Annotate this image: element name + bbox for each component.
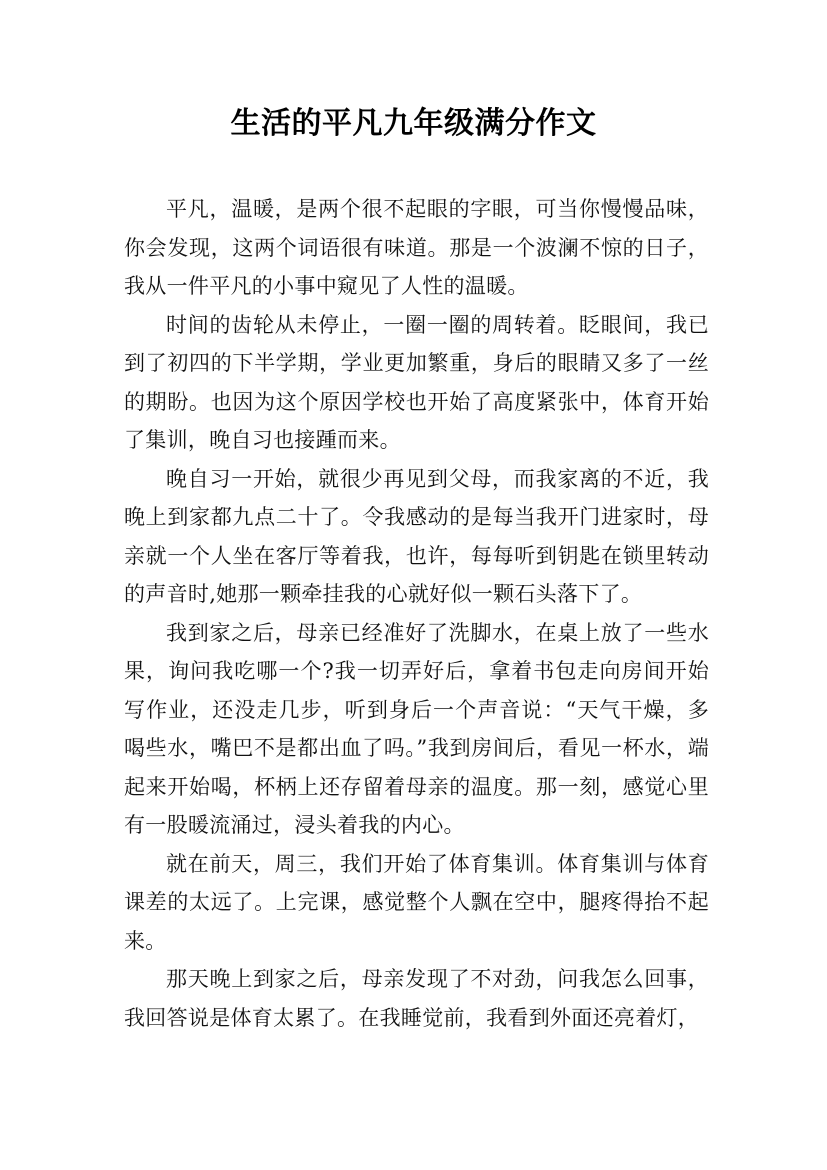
paragraph: 就在前天，周三，我们开始了体育集训。体育集训与体育课差的太远了。上完课，感觉整个人飘在空中，腿疼得抬不起来。 (124, 851, 709, 953)
paragraph: 我到家之后，母亲已经准好了洗脚水，在桌上放了一些水果，询问我吃哪一个?我一切弄好后，拿着书包走向房间开始写作业，还没走几步，听到身后一个声音说：“天气干燥，多喝些水，嘴巴不是都出血了吗。”我到房间后，看见一杯水，端起来开始喝，杯柄上还存留着母亲的温度。那一刻，感觉心里有一股暖流涌过，浸头着我的内心。 (124, 620, 709, 837)
document-body (124, 190, 709, 1037)
paragraph: 平凡，温暖，是两个很不起眼的字眼，可当你慢慢品味，你会发现，这两个词语很有味道。那是一个波澜不惊的日子，我从一件平凡的小事中窥见了人性的温暖。 (124, 197, 709, 298)
paragraph: 晚自习一开始，就很少再见到父母，而我家离的不近，我晚上到家都九点二十了。令我感动的是每当我开门进家时，母亲就一个人坐在客厅等着我，也许，每每听到钥匙在锁里转动的声音时,她那一颗牵挂我的心就好似一颗石头落下了。 (124, 466, 709, 606)
paragraph: 时间的齿轮从未停止，一圈一圈的周转着。眨眼间，我已到了初四的下半学期，学业更加繁重，身后的眼睛又多了一丝的期盼。也因为这个原因学校也开始了高度紧张中，体育开始了集训，晚自习也接踵而来。 (124, 312, 709, 452)
paragraph: 那天晚上到家之后，母亲发现了不对劲，问我怎么回事，我回答说是体育太累了。在我睡觉前，我看到外面还亮着灯， (124, 967, 709, 1030)
document-title: 生活的平凡九年级满分作文 (230, 106, 597, 141)
